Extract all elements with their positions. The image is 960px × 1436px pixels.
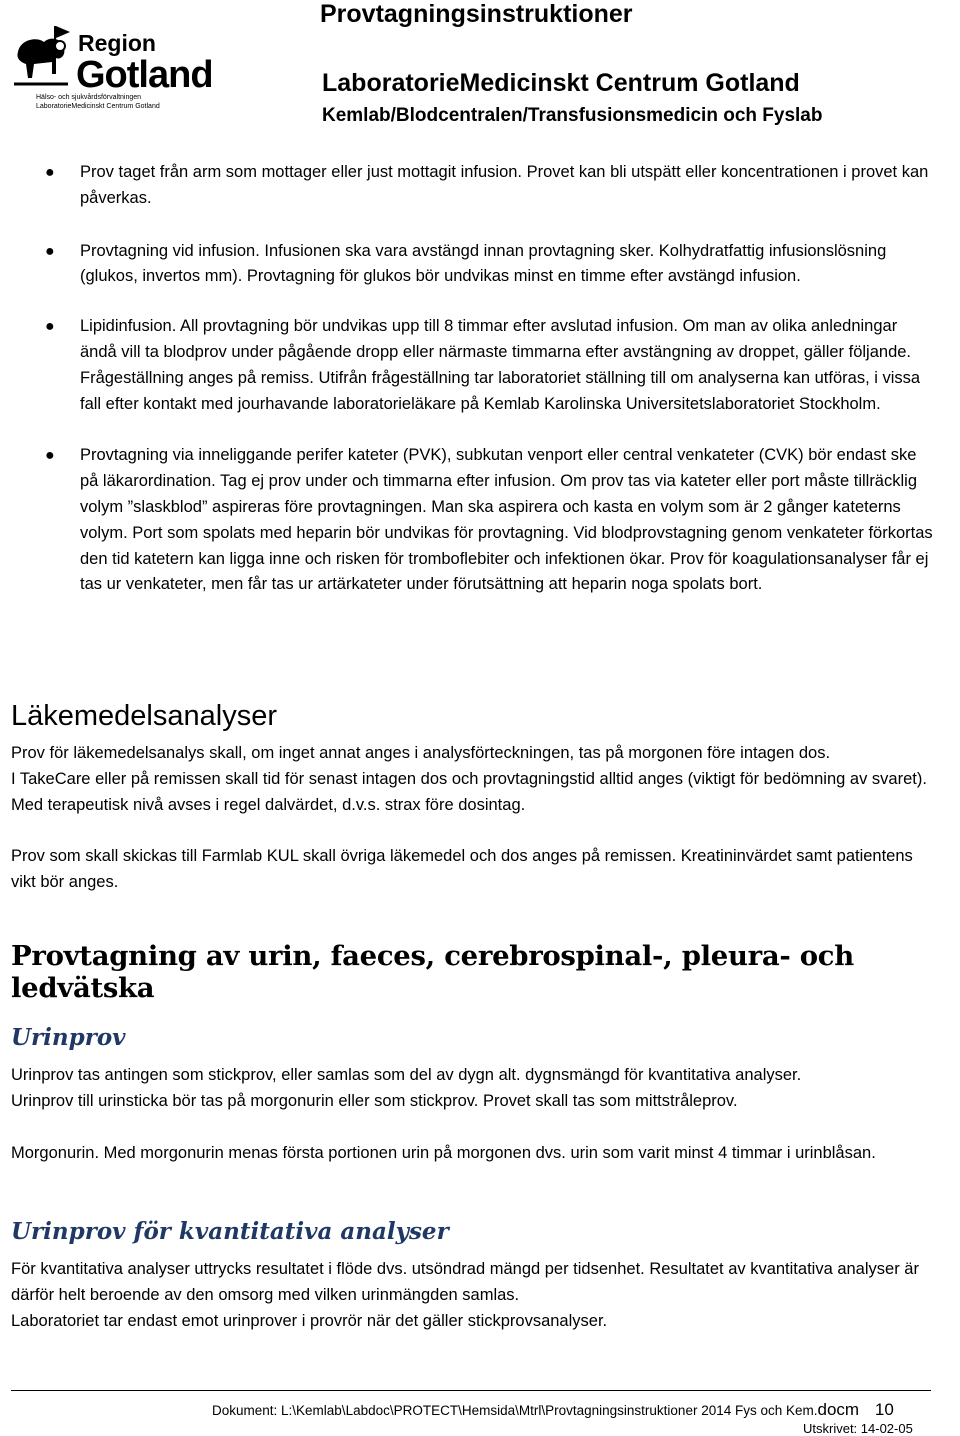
list-item-text: Prov taget från arm som mottager eller just mottagit infusion. Provet kan bli utspätt eller koncentrationen i provet kan påverkas.: [80, 163, 929, 207]
list-item: [38, 443, 938, 598]
lakemedel-paragraph-3: Prov som skall skickas till Farmlab KUL skall övriga läkemedel och dos anges på remissen. Kreatininvärdet samt patientens vikt bör anges.: [11, 847, 913, 892]
logo-subtitle-1: Hälso- och sjukvårdsförvaltningen: [36, 94, 142, 101]
ram-emblem-icon: [10, 22, 72, 92]
list-item-text: Provtagning via inneliggande perifer kateter (PVK), subkutan venport eller central venkateter (CVK) bör endast ske på läkarordination. Tag ej prov under och timmarna efter infusion. Om prov tas via kateter eller port måste tillräcklig volym ”slaskblod” aspireras före provtagningen. Man ska aspirera och kasta en volym som är 2 gånger kateterns volym. Port som spolats med heparin bör undvikas för provtagning. Vid blodprovstagning genom venkateter förkortas den tid katetern kan ligga inne och risken för tromboflebiter och infektionen ökar. Prov för koagulationsanalyser får ej tas ur venkateter, men får tas ur artärkateter under förutsättning att heparin noga spolats bort.: [80, 446, 933, 594]
footer-doc-ext: docm: [817, 1400, 860, 1419]
morgonurin-paragraph: Morgonurin. Med morgonurin menas första portionen urin på morgonen dvs. urin som varit minst 4 timmar i urinblåsan.: [11, 1143, 876, 1162]
list-item: [38, 239, 938, 291]
kvantitativa-heading: Urinprov för kvantitativa analyser: [11, 1218, 449, 1245]
bullet-icon: ●: [45, 447, 55, 465]
footer-document-path: [212, 1400, 894, 1420]
logo-region-text: Region: [78, 30, 156, 56]
list-item-text: Provtagning vid infusion. Infusionen ska vara avstängd innan provtagning sker. Kolhydratfattig infusionslösning (glukos, invertos mm). Provtagning för glukos bör undvikas minst en timme efter avstängd infusion.: [80, 241, 887, 286]
logo-subtitle-2: LaboratorieMedicinskt Centrum Gotland: [36, 103, 160, 110]
provtagning-heading: Provtagning av urin, faeces, cerebrospinal-, pleura- och ledvätska: [11, 940, 854, 1004]
list-item: [38, 314, 938, 417]
infusion-bullet-list: [38, 160, 938, 624]
region-gotland-logo: [10, 18, 213, 114]
footer-doc-prefix: Dokument: L:\Kemlab\Labdoc\PROTECT\Hemsida\Mtrl\Provtagningsinstruktioner 2014 Fys och Kem.: [212, 1403, 818, 1418]
page-number: 10: [874, 1400, 894, 1419]
list-item-text: Lipidinfusion. All provtagning bör undvikas upp till 8 timmar efter avslutad infusion. Om man av olika anledningar ändå vill ta blodprov under pågående dropp eller närmaste timmarna efter avstängning av droppet, gäller följande. Frågeställning anges på remiss. Utifrån frågeställning tar laboratoriet ställning till om analyserna kan utföras, i vissa fall efter kontakt med jourhavande laboratorieläkare på Kemlab Karolinska Universitetslaboratoriet Stockholm.: [80, 317, 921, 413]
footer-divider: [11, 1390, 931, 1391]
kvantitativa-paragraph-2: Laboratoriet tar endast emot urinprover i provrör när det gäller stickprovsanalyser.: [11, 1311, 608, 1330]
lakemedel-section: [11, 700, 941, 896]
bullet-icon: ●: [45, 318, 55, 336]
list-item: [38, 160, 938, 212]
urinprov-heading: Urinprov: [11, 1024, 126, 1051]
urinprov-paragraph-1: Urinprov tas antingen som stickprov, eller samlas som del av dygn alt. dygnsmängd för kvantitativa analyser.: [11, 1066, 802, 1084]
kvantitativa-paragraph-1: För kvantitativa analyser uttrycks resultatet i flöde dvs. utsöndrad mängd per tidsenhet. Resultatet av kvantitativa analyser är därför helt beroende av den omsorg med vilken urinmängden samlas.: [11, 1260, 919, 1304]
lakemedel-paragraph-1: Prov för läkemedelsanalys skall, om inget annat anges i analysförteckningen, tas på morgonen före intagen dos.: [11, 744, 831, 762]
provtagning-section: [11, 940, 941, 1166]
lab-center-name: LaboratorieMedicinskt Centrum Gotland: [322, 69, 800, 97]
bullet-icon: ●: [45, 164, 55, 181]
kvantitativa-section: [11, 1218, 941, 1334]
lab-department: Kemlab/Blodcentralen/Transfusionsmedicin och Fyslab: [322, 105, 823, 126]
bullet-icon: ●: [45, 242, 55, 260]
logo-gotland-text: Gotland: [76, 54, 213, 96]
urinprov-paragraph-2: Urinprov till urinsticka bör tas på morgonurin eller som stickprov. Provet skall tas som mittstråleprov.: [11, 1091, 738, 1110]
lakemedel-heading: Läkemedelsanalyser: [11, 700, 277, 732]
footer-printed-date: Utskrivet: 14-02-05: [803, 1421, 913, 1436]
page-header-title: Provtagningsinstruktioner: [320, 0, 633, 28]
lakemedel-paragraph-2: I TakeCare eller på remissen skall tid för senast intagen dos och provtagningstid alltid anges (viktigt för bedömning av svaret). Med terapeutisk nivå avses i regel dalvärdet, d.v.s. strax före dosintag.: [11, 769, 927, 814]
